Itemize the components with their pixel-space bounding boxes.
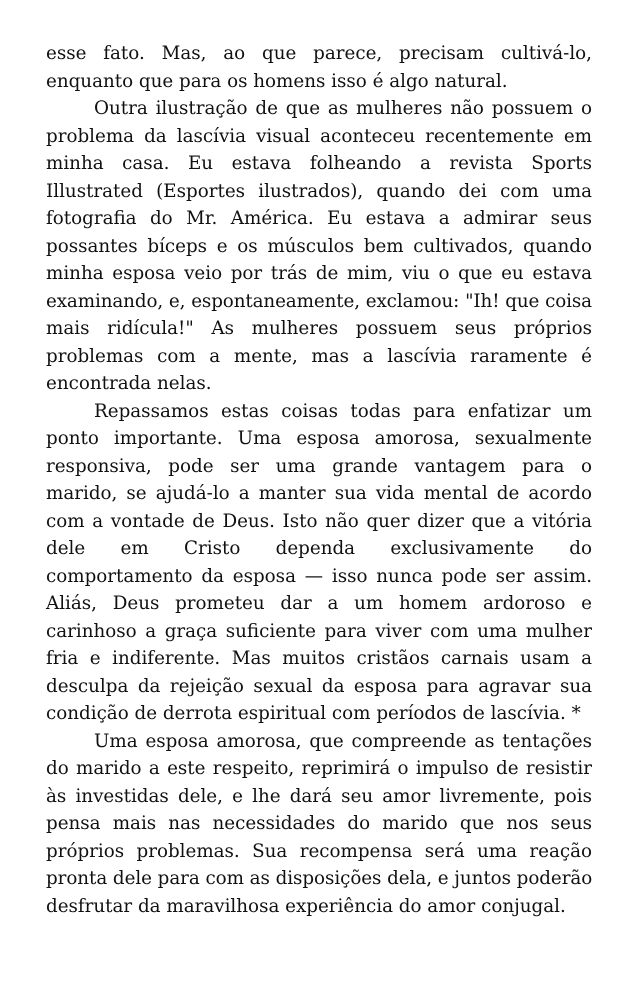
text-line: dele em Cristo dependa exclusivamente do xyxy=(46,538,592,559)
text-line: ponto importante. Uma esposa amorosa, sexualmente xyxy=(46,428,592,449)
text-line: desculpa da rejeição sexual da esposa para agravar sua xyxy=(46,675,592,697)
text-line: Illustrated (Esportes ilustrados), quando dei com uma xyxy=(46,180,592,202)
paragraph-4 xyxy=(46,728,592,921)
document-page xyxy=(46,40,592,920)
text-line: Repassamos estas coisas todas para enfatizar um xyxy=(94,400,592,422)
text-line: próprios problemas. Sua recompensa será uma reação xyxy=(46,840,592,862)
text-line: esse fato. Mas, ao que parece, precisam cultivá-lo, xyxy=(46,43,592,64)
text-line: do marido a este respeito, reprimirá o impulso de resistir xyxy=(46,758,592,779)
text-line: carinhoso a graça suficiente para viver com uma mulher xyxy=(46,620,592,642)
paragraph-1 xyxy=(46,40,592,95)
paragraph-2 xyxy=(46,95,592,398)
text-line: fotografia do Mr. América. Eu estava a admirar seus xyxy=(46,208,592,229)
text-line: possantes bíceps e os músculos bem cultivados, quando xyxy=(46,235,592,257)
text-line: condição de derrota espiritual com períodos de lascívia. * xyxy=(46,703,581,724)
text-line: com a vontade de Deus. Isto não quer dizer que a vitória xyxy=(46,510,592,532)
text-line: encontrada nelas. xyxy=(46,373,212,394)
text-line: enquanto que para os homens isso é algo natural. xyxy=(46,70,508,92)
text-line: às investidas dele, e lhe dará seu amor livremente, pois xyxy=(46,785,592,807)
text-line: fria e indiferente. Mas muitos cristãos carnais usam a xyxy=(46,648,592,669)
text-line: mais ridícula!" As mulheres possuem seus próprios xyxy=(46,318,592,339)
paragraph-3 xyxy=(46,398,592,728)
text-line: Outra ilustração de que as mulheres não possuem o xyxy=(94,98,592,119)
text-line: Uma esposa amorosa, que compreende as tentações xyxy=(94,730,592,752)
text-line: pensa mais nas necessidades do marido que nos seus xyxy=(46,813,592,834)
text-line: responsiva, pode ser uma grande vantagem para o xyxy=(46,455,592,477)
text-line: minha esposa veio por trás de mim, viu o que eu estava xyxy=(46,263,592,284)
text-line: examinando, e, espontaneamente, exclamou: "Ih! que coisa xyxy=(46,290,592,312)
text-line: pronta dele para com as disposições dela, e juntos poderão xyxy=(46,868,593,889)
text-line: minha casa. Eu estava folheando a revista Sports xyxy=(46,153,592,174)
text-line: comportamento da esposa — isso nunca pode ser assim. xyxy=(46,565,592,587)
text-line: Aliás, Deus prometeu dar a um homem ardoroso e xyxy=(46,593,592,614)
text-line: marido, se ajudá-lo a manter sua vida mental de acordo xyxy=(46,483,592,504)
text-line: problemas com a mente, mas a lascívia raramente é xyxy=(46,345,592,367)
text-line: problema da lascívia visual aconteceu recentemente em xyxy=(46,125,592,147)
text-line: desfrutar da maravilhosa experiência do amor conjugal. xyxy=(46,895,566,917)
